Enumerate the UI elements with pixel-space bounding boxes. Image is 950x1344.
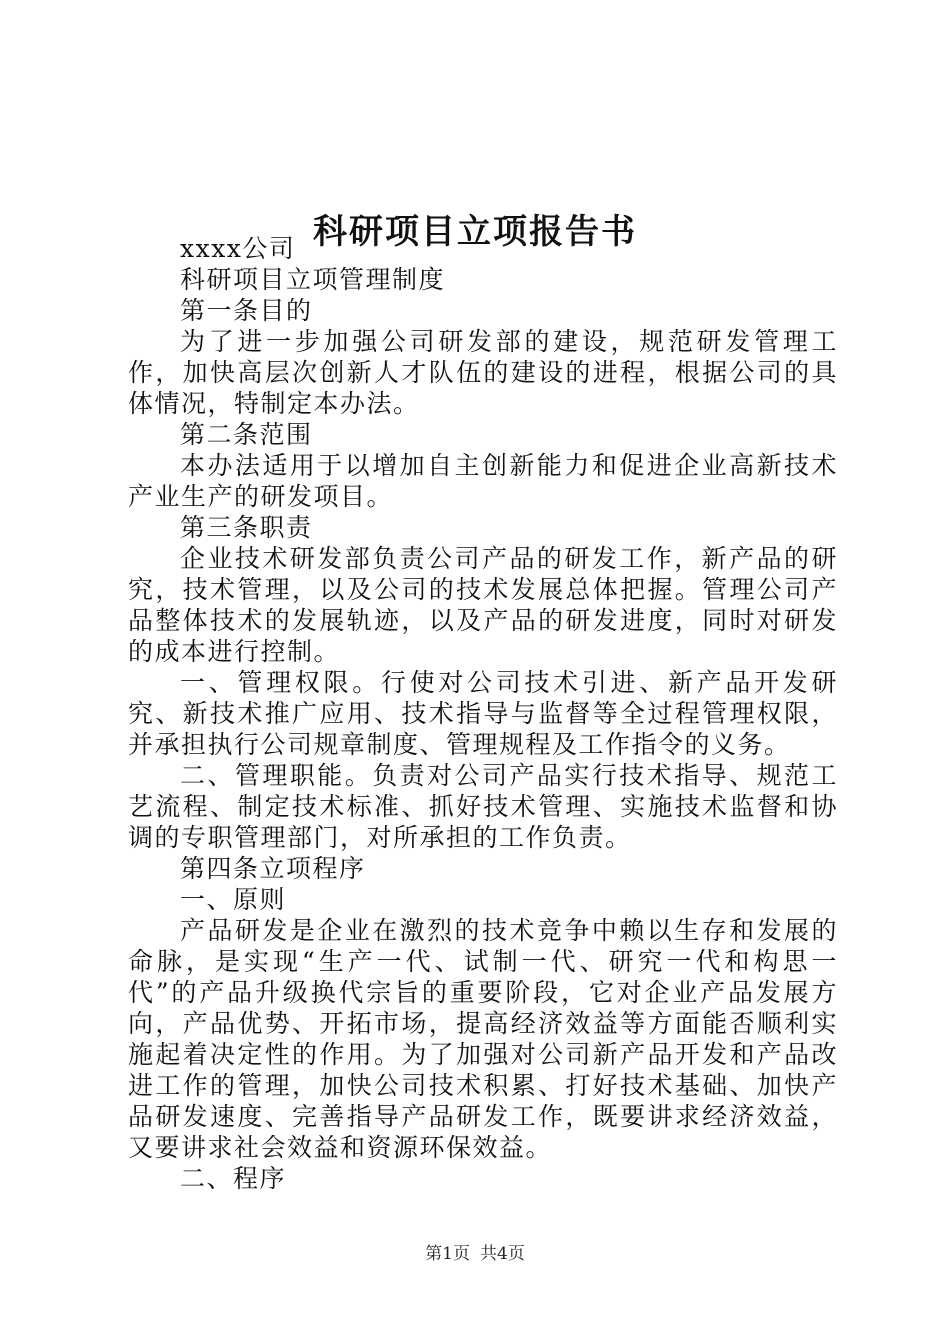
paragraph: 为了进一步加强公司研发部的建设，规范研发管理工作，加快高层次创新人才队伍的建设的进程，根据公司的具体情况，特制定本办法。: [128, 327, 838, 418]
section-heading: 二、程序: [180, 1164, 287, 1193]
article-heading: 第四条立项程序: [180, 854, 366, 883]
page-footer: [0, 1242, 950, 1266]
article-heading: 第三条职责: [180, 513, 313, 542]
document-title: 科研项目立项报告书: [313, 211, 637, 252]
paragraph: 产品研发是企业在激烈的技术竞争中赖以生存和发展的命脉，是实现“生产一代、试制一代、研究一代和构思一代”的产品升级换代宗旨的重要阶段，它对企业产品发展方向，产品优势、开拓市场，提高经济效益等方面能否顺利实施起着决定性的作用。为了加强对公司新产品开发和产品改进工作的管理，加快公司技术积累、打好技术基础、加快产品研发速度、完善指导产品研发工作，既要讲求经济效益，又要讲求社会效益和资源环保效益。: [128, 916, 838, 1162]
article-heading: 第二条范围: [180, 420, 313, 449]
section-heading: 一、原则: [180, 885, 287, 914]
paragraph: 企业技术研发部负责公司产品的研发工作，新产品的研究，技术管理，以及公司的技术发展总体把握。管理公司产品整体技术的发展轨迹，以及产品的研发进度，同时对研发的成本进行控制。: [128, 544, 838, 666]
company-name: xxxx公司: [180, 234, 296, 263]
paragraph: 本办法适用于以增加自主创新能力和促进企业高新技术产业生产的研发项目。: [128, 451, 838, 511]
document-body: [128, 233, 838, 1194]
page-number: 第1页: [425, 1244, 470, 1264]
paragraph: 二、管理职能。负责对公司产品实行技术指导、规范工艺流程、制定技术标准、抓好技术管理、实施技术监督和协调的专职管理部门，对所承担的工作负责。: [128, 761, 838, 852]
paragraph: 一、管理权限。行使对公司技术引进、新产品开发研究、新技术推广应用、技术指导与监督等全过程管理权限，并承担执行公司规章制度、管理规程及工作指令的义务。: [128, 668, 838, 759]
article-heading: 第一条目的: [180, 296, 313, 325]
page-total: 共4页: [480, 1244, 525, 1264]
regulation-title: 科研项目立项管理制度: [180, 265, 446, 294]
